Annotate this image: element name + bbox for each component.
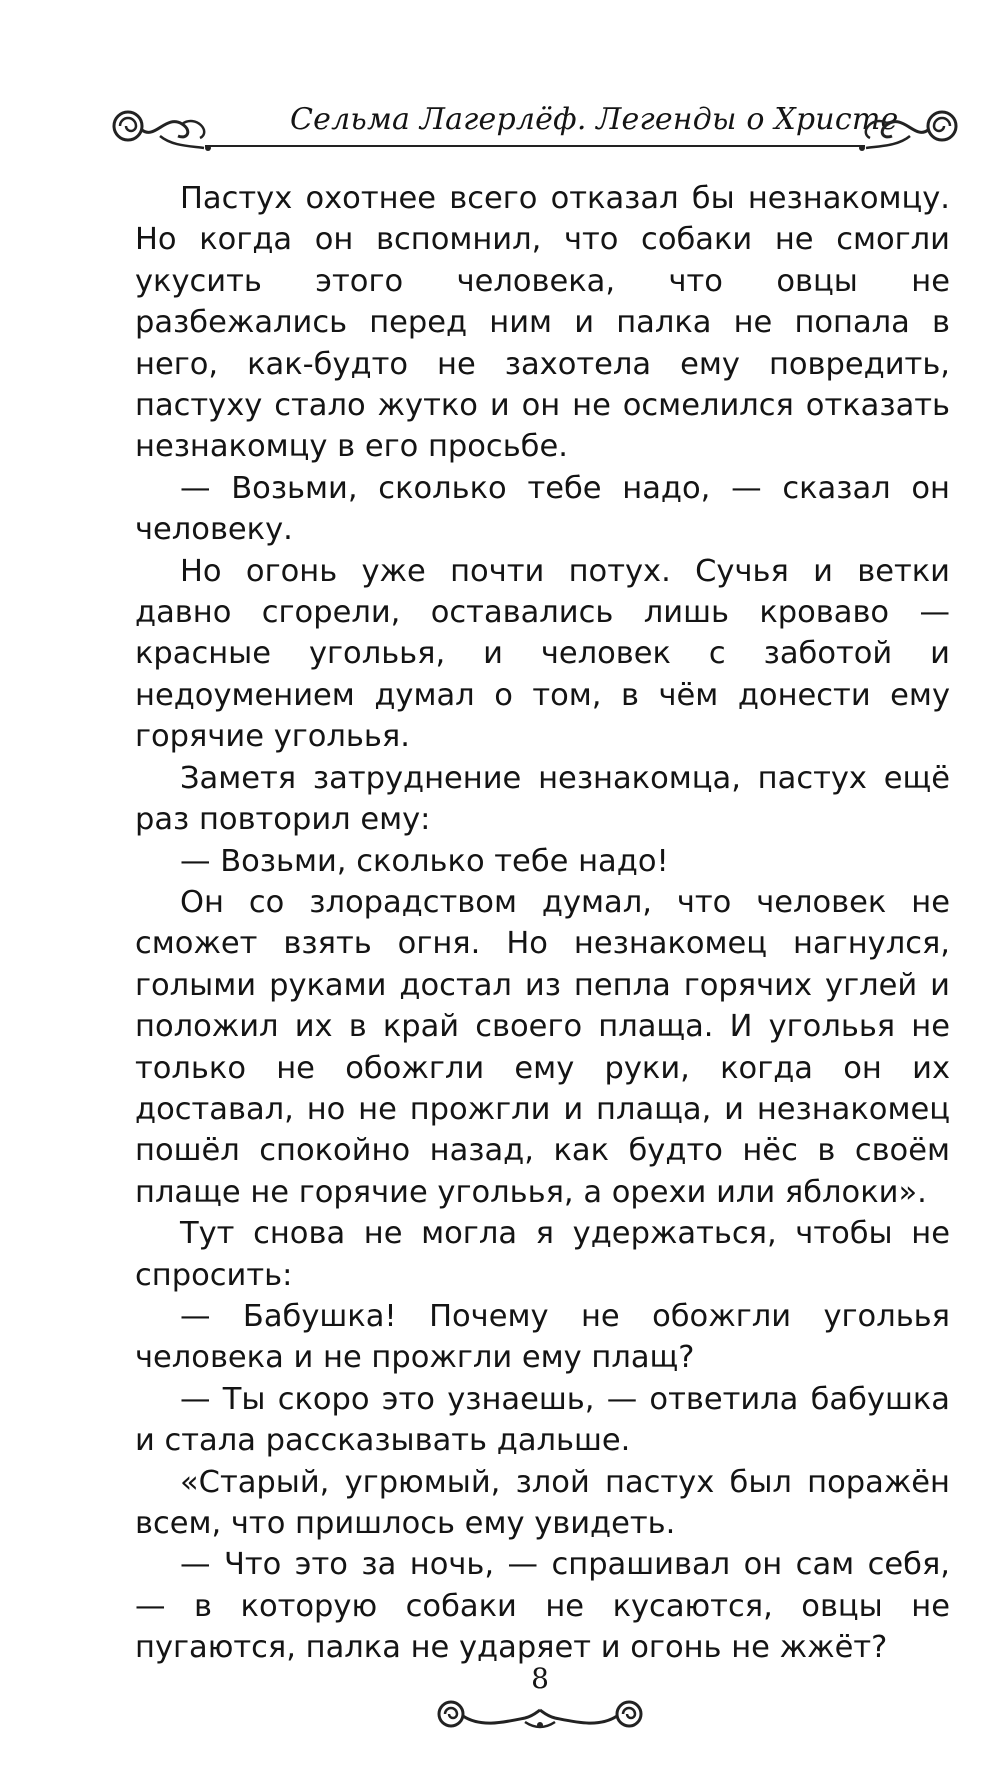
header-title: Сельма Лагерлёф. Легенды о Христе — [290, 102, 899, 137]
paragraph: Пастух охотнее всего отказал бы незнакомцу. Но когда он вспомнил, что собаки не смогли укусить этого человека, что овцы не разбежались перед ним и палка не попала в него, как-будто не захотела ему повредить, пастуху стало жутко и он не осмелился отказать незнакомцу в его просьбе. — [135, 181, 950, 465]
right-flourish-ornament-icon — [840, 96, 970, 156]
paragraph: — Ты скоро это узнаешь, — ответила бабушка и стала рассказывать дальше. — [135, 1381, 950, 1459]
page-number: 8 — [531, 1662, 549, 1695]
paragraph: Заметя затруднение незнакомца, пастух ещё раз повторил ему: — [135, 760, 950, 838]
body-text — [135, 178, 950, 1669]
paragraph: — Бабушка! Почему не обожгли угольья человека и не прожгли ему плащ? — [135, 1298, 950, 1376]
left-flourish-ornament-icon — [100, 96, 230, 156]
paragraph: Он со злорадством думал, что человек не сможет взять огня. Но незнакомец нагнулся, голыми руками достал из пепла горячих углей и положил их в край своего плаща. И угольья не только не обожгли ему руки, когда он их доставал, но не прожгли и плаща, и незнакомец пошёл спокойно назад, как будто нёс в своём плаще не горячие угольья, а орехи или яблоки». — [135, 884, 950, 1210]
header-rule — [205, 145, 865, 147]
paragraph: Но огонь уже почти потух. Сучья и ветки давно сгорели, оставались лишь кроваво — красные угольья, и человек с заботой и недоумением думал о том, в чём донести ему горячие угольья. — [135, 553, 950, 755]
running-header — [100, 96, 970, 156]
paragraph: — Возьми, сколько тебе надо, — сказал он человеку. — [135, 470, 950, 548]
paragraph: «Старый, угрюмый, злой пастух был поражён всем, что пришлось ему увидеть. — [135, 1464, 950, 1541]
footer-flourish-ornament-icon — [425, 1692, 655, 1736]
paragraph: Тут снова не могла я удержаться, чтобы не спросить: — [135, 1216, 950, 1293]
page-footer — [425, 1662, 655, 1742]
paragraph: — Возьми, сколько тебе надо! — [180, 843, 669, 879]
paragraph: — Что это за ночь, — спрашивал он сам себя, — в которую собаки не кусаются, овцы не пугаются, палка не ударяет и огонь не жжёт? — [135, 1547, 950, 1666]
